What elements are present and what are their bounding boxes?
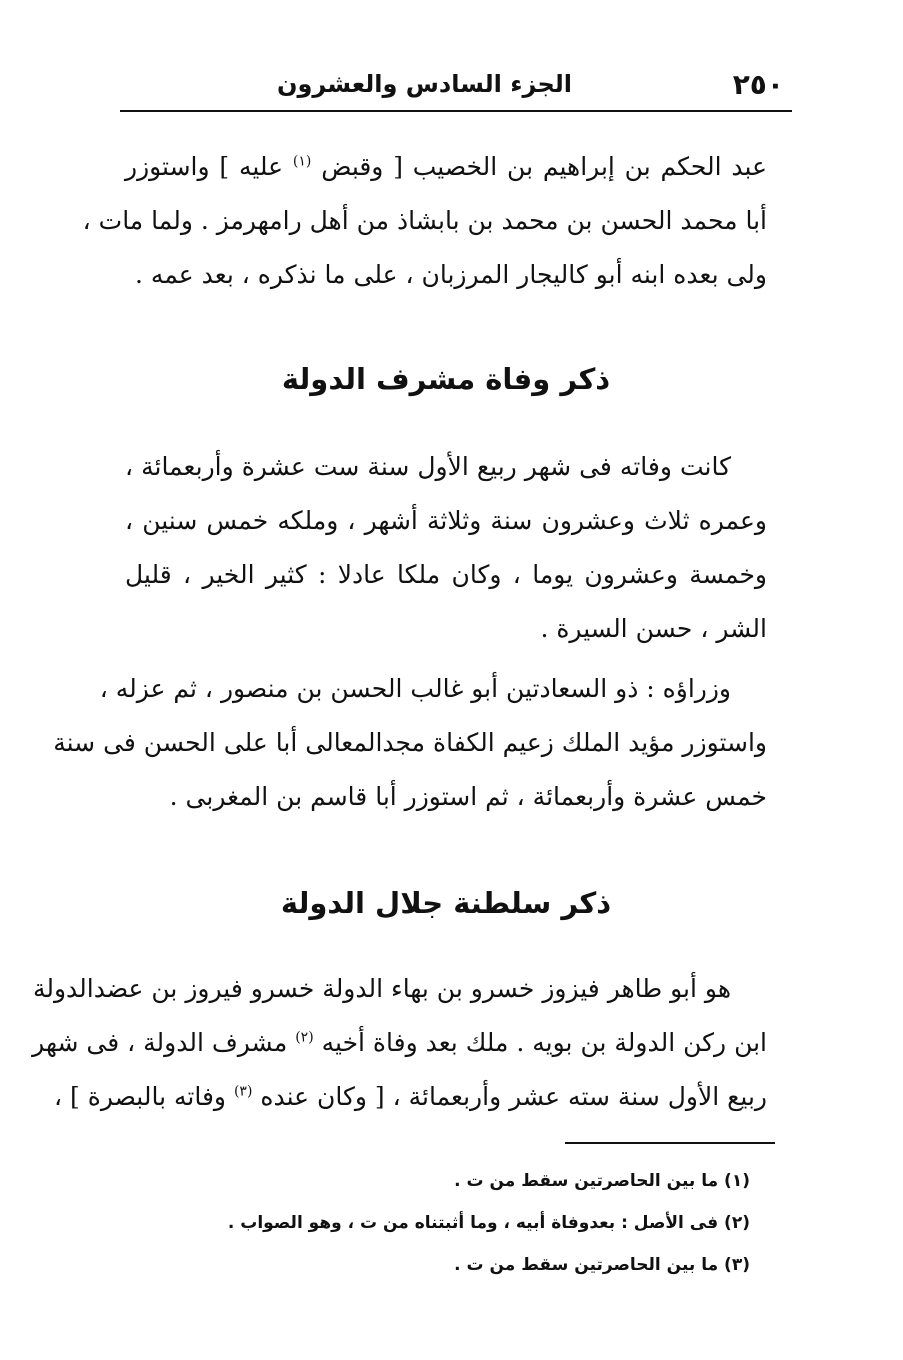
page-number: ٢٥٠ — [732, 68, 784, 101]
text-line: ربيع الأول سنة سته عشر وأربعمائة ، [ وكان عنده $^{(٣)}$ وفاته بالبصرة ] ، — [54, 1082, 767, 1111]
text-line: الشر ، حسن السيرة . — [540, 614, 767, 643]
running-header — [120, 62, 792, 106]
text-line: واستوزر مؤيد الملك زعيم الكفاة مجدالمعالى أبا على الحسن فى سنة — [53, 728, 767, 757]
text-line: وزراؤه : ذو السعادتين أبو غالب الحسن بن منصور ، ثم عزله ، — [99, 674, 731, 703]
text-line: كانت وفاته فى شهر ربيع الأول سنة ست عشرة وأربعمائة ، — [125, 452, 731, 481]
text-line: ابن ركن الدولة بن بويه . ملك بعد وفاة أخيه $^{(٢)}$ مشرف الدولة ، فى شهر — [32, 1028, 767, 1057]
footnote: (٣) ما بين الحاصرتين سقط من ت . — [454, 1255, 750, 1275]
section-heading: ذكر سلطنة جلال الدولة — [280, 886, 612, 920]
text-line: خمس عشرة وأربعمائة ، ثم استوزر أبا قاسم بن المغربى . — [169, 782, 767, 811]
footnote: (٢) فى الأصل : بعدوفاة أبيه ، وما أثبتناه من ت ، وهو الصواب . — [227, 1213, 750, 1233]
section1-paragraph-1 — [125, 440, 767, 656]
text-line: أبا محمد الحسن بن محمد بن بابشاذ من أهل رامهرمز . ولما مات ، — [82, 206, 767, 235]
running-title: الجزء السادس والعشرون — [276, 70, 572, 98]
text-line: هو أبو طاهر فيزوز خسرو بن بهاء الدولة خسرو فيروز بن عضدالدولة — [32, 974, 731, 1003]
section1-paragraph-2 — [53, 662, 767, 824]
section-heading: ذكر وفاة مشرف الدولة — [281, 362, 611, 396]
section2-paragraph — [32, 962, 767, 1124]
footnotes — [200, 1160, 750, 1286]
footnote-ref[interactable]: (٣) — [233, 1083, 253, 1100]
text-line: عبد الحكم بن إبراهيم بن الخصيب [ وقبض $^{(١)}$ عليه ] واستوزر — [125, 152, 767, 181]
header-rule — [120, 110, 792, 112]
footnote-rule — [565, 1142, 775, 1144]
text-line: ولى بعده ابنه أبو كاليجار المرزبان ، على ما نذكره ، بعد عمه . — [135, 260, 767, 289]
footnote: (١) ما بين الحاصرتين سقط من ت . — [454, 1171, 750, 1191]
intro-paragraph — [82, 140, 767, 302]
footnote-ref[interactable]: (٢) — [295, 1029, 314, 1046]
text-line: وعمره ثلاث وعشرون سنة وثلاثة أشهر ، وملكه خمس سنين ، — [125, 506, 768, 535]
text-line: وخمسة وعشرون يوما ، وكان ملكا عادلا : كثير الخير ، قليل — [125, 560, 767, 589]
footnote-ref[interactable]: (١) — [292, 153, 312, 170]
